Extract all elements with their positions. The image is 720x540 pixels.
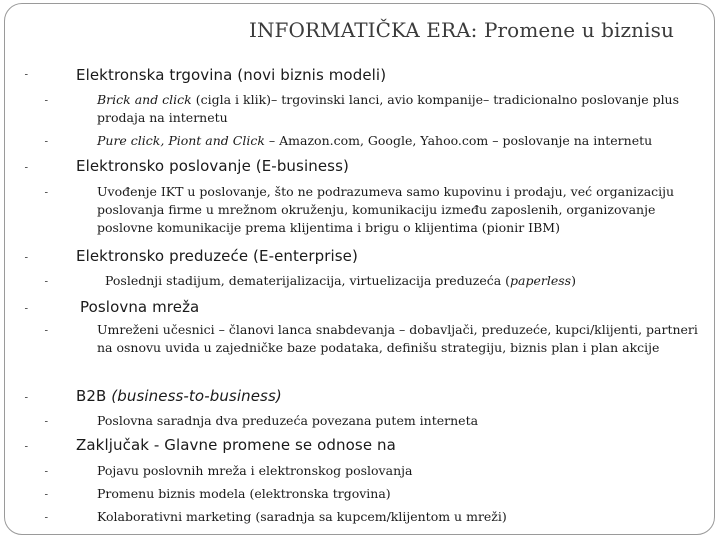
section-heading-ecommerce: Elektronska trgovina (novi biznis modeli) <box>76 66 387 84</box>
item-text: Pojavu poslovnih mreža i elektronskog poslovanja <box>97 463 413 478</box>
bullet-icon: ⁃ <box>44 97 49 107</box>
bullet-icon: ⁃ <box>44 189 49 199</box>
bullet-icon: ⁃ <box>24 164 29 174</box>
section-heading-conclusion: Zaključak - Glavne promene se odnose na <box>76 436 396 454</box>
bullet-icon: ⁃ <box>24 254 29 264</box>
item-text: Promenu biznis modela (elektronska trgovina) <box>97 486 391 501</box>
section-heading-network: Poslovna mreža <box>80 298 200 316</box>
bullet-icon: ⁃ <box>44 327 49 337</box>
item-text: – Amazon.com, Google, Yahoo.com – poslovanje na internetu <box>264 133 653 148</box>
section-heading-b2b <box>76 387 282 405</box>
bullet-icon: ⁃ <box>24 305 29 315</box>
list-item-conclusion-2 <box>97 485 707 503</box>
heading-emphasis: (business-to-business) <box>111 387 282 405</box>
item-text: (cigla i klik)– trgovinski lanci, avio kompanije– tradicionalno poslovanje plus prodaja na internetu <box>97 92 680 125</box>
list-item-paperless <box>105 272 715 290</box>
list-item-conclusion-1 <box>97 462 707 480</box>
item-emphasis: Brick and click <box>97 92 192 107</box>
heading-text: B2B <box>76 387 112 405</box>
list-item-ikt <box>97 183 707 237</box>
list-item-pure-click <box>97 132 707 150</box>
item-text: Kolaborativni marketing (saradnja sa kupcem/klijentom u mreži) <box>97 509 507 524</box>
item-emphasis: paperless <box>510 273 572 288</box>
bullet-icon: ⁃ <box>24 394 29 404</box>
bullet-icon: ⁃ <box>44 468 49 478</box>
bullet-icon: ⁃ <box>44 138 49 148</box>
list-item-conclusion-3 <box>97 508 707 526</box>
bullet-icon: ⁃ <box>44 418 49 428</box>
bullet-icon: ⁃ <box>44 491 49 501</box>
bullet-icon: ⁃ <box>44 514 49 524</box>
section-heading-eenterprise: Elektronsko preduzeće (E-enterprise) <box>76 247 358 265</box>
bullet-icon: ⁃ <box>44 278 49 288</box>
section-heading-ebusiness: Elektronsko poslovanje (E-business) <box>76 157 349 175</box>
bullet-icon: ⁃ <box>24 71 29 81</box>
bullet-icon: ⁃ <box>24 443 29 453</box>
item-emphasis: Pure click, Piont and Click <box>97 133 265 148</box>
list-item-b2b <box>97 412 707 430</box>
item-text: Uvođenje IKT u poslovanje, što ne podrazumeva samo kupovinu i prodaju, već organizaciju poslovanja firme u mrežnom okruženju, komunikaciju između zaposlenih, organizovanje poslovne komunikacije prema klijentima i brigu o klijentima (pionir IBM) <box>97 184 675 235</box>
slide-title: INFORMATIČKA ERA: Promene u biznisu <box>248 18 674 42</box>
item-text: Umreženi učesnici – članovi lanca snabdevanja – dobavljači, preduzeće, kupci/klijenti, partneri na osnovu uvida u zajedničke baze podataka, definišu strategiju, biznis plan i plan akcije <box>97 322 698 355</box>
item-text-tail: ) <box>571 273 576 288</box>
list-item-brick-and-click <box>97 91 707 127</box>
item-text: Poslovna saradnja dva preduzeća povezana putem interneta <box>97 413 479 428</box>
item-text: Poslednji stadijum, dematerijalizacija, virtuelizacija preduzeća ( <box>105 273 511 288</box>
list-item-network-members <box>97 321 707 357</box>
